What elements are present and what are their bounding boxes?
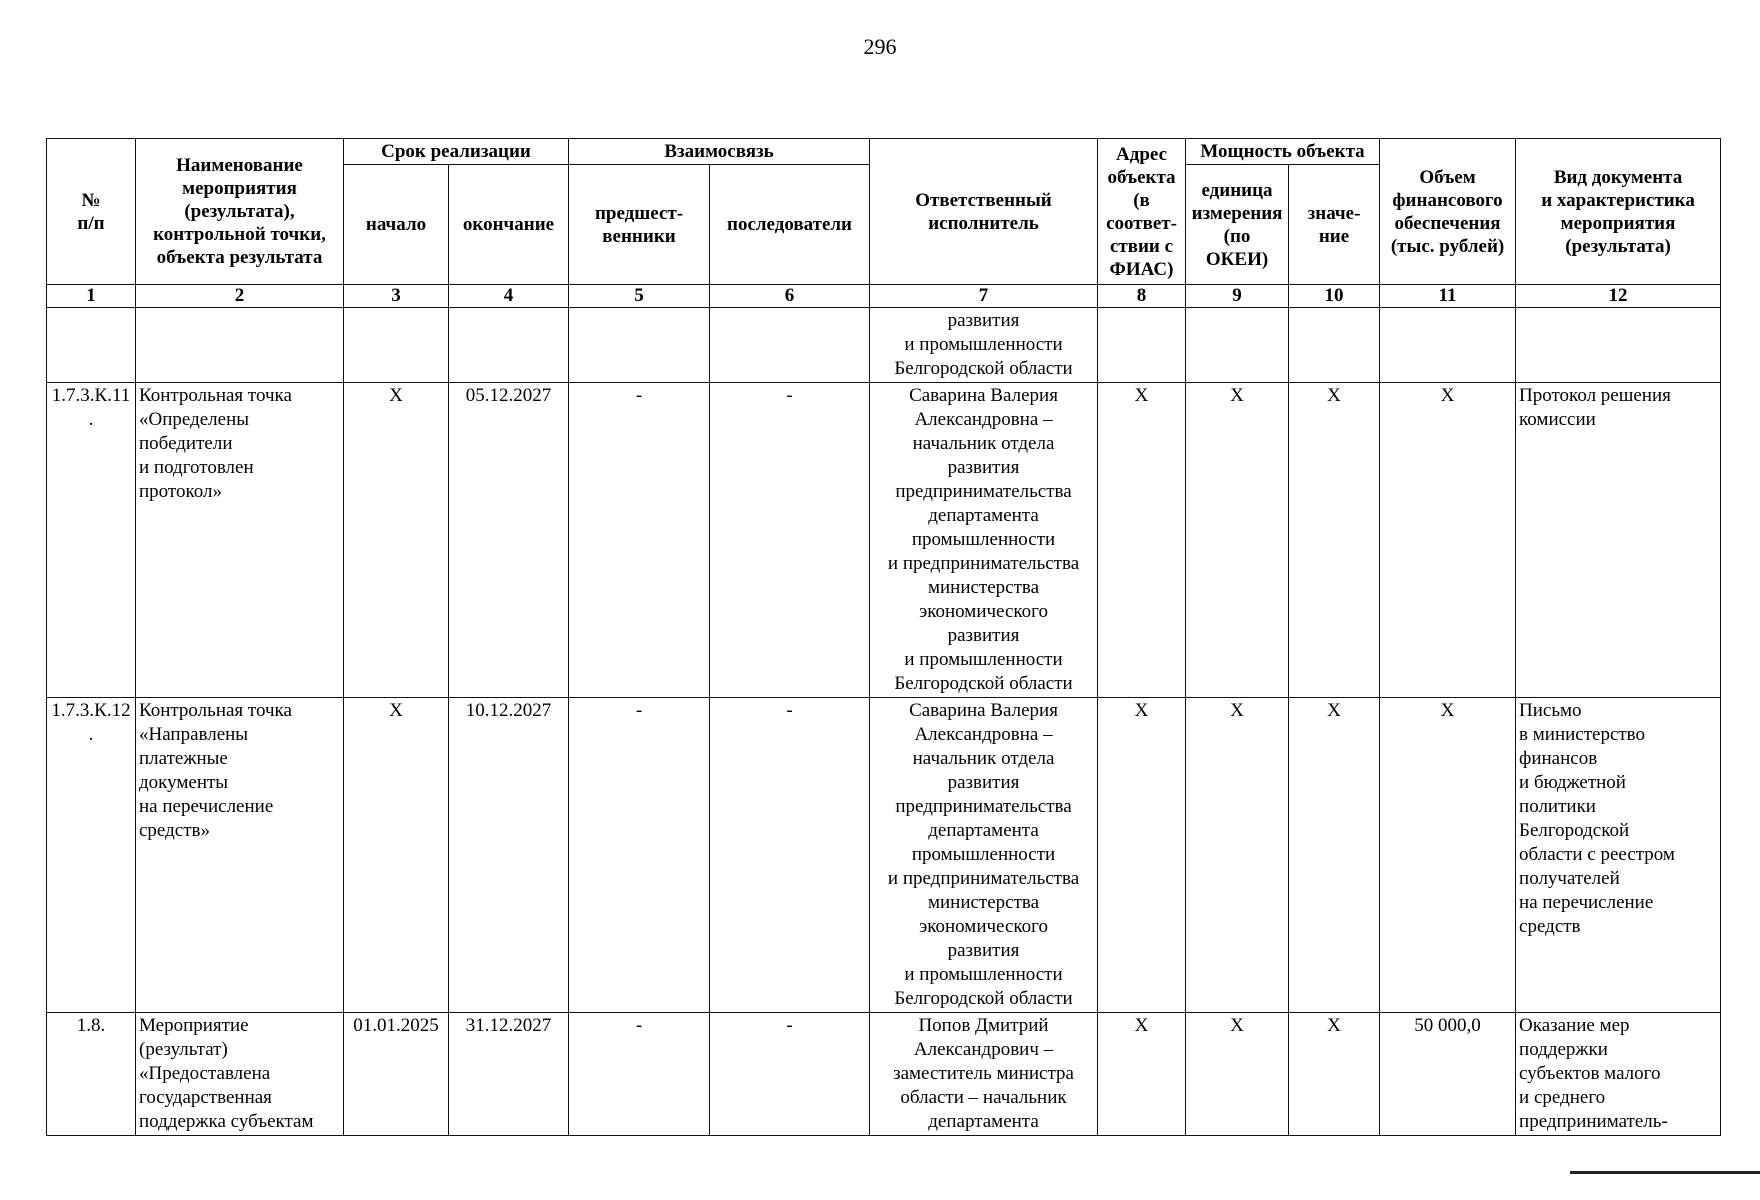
- header-relation-next: последователи: [710, 165, 870, 285]
- cell-name: Контрольная точка «Определены победители и подготовлен протокол»: [136, 383, 344, 698]
- cell-finance: [1380, 308, 1516, 383]
- cell-num: 1.7.3.К.12.: [47, 698, 136, 1013]
- header-finance: Объем финансового обеспечения (тыс. рублей): [1380, 139, 1516, 285]
- col-number: 7: [870, 285, 1098, 308]
- cell-doc: Оказание мер поддержки субъектов малого и среднего предприниматель-: [1516, 1013, 1721, 1136]
- cell-responsible: Саварина Валерия Александровна – начальник отдела развития предпринимательства департамента промышленности и предпринимательства министерства экономического развития и промышленности Белгородской области: [870, 698, 1098, 1013]
- cell-end: 31.12.2027: [449, 1013, 569, 1136]
- page-number: 296: [863, 34, 897, 59]
- cell-value: Х: [1289, 1013, 1380, 1136]
- col-number: 11: [1380, 285, 1516, 308]
- col-number: 10: [1289, 285, 1380, 308]
- header-relation-prev: предшест- венники: [569, 165, 710, 285]
- col-number: 4: [449, 285, 569, 308]
- header-capacity: Мощность объекта: [1186, 139, 1380, 165]
- header-num: № п/п: [47, 139, 136, 285]
- cell-end: [449, 308, 569, 383]
- header-term-end: окончание: [449, 165, 569, 285]
- cell-value: Х: [1289, 698, 1380, 1013]
- cell-responsible: Саварина Валерия Александровна – начальник отдела развития предпринимательства департамента промышленности и предпринимательства министерства экономического развития и промышленности Белгородской области: [870, 383, 1098, 698]
- cell-next: -: [710, 1013, 870, 1136]
- cell-next: [710, 308, 870, 383]
- cell-address: Х: [1098, 1013, 1186, 1136]
- cell-end: 10.12.2027: [449, 698, 569, 1013]
- cell-finance: Х: [1380, 383, 1516, 698]
- table-header: [47, 139, 1721, 308]
- cell-num: 1.7.3.К.11.: [47, 383, 136, 698]
- cell-doc: Протокол решения комиссии: [1516, 383, 1721, 698]
- header-doc: Вид документа и характеристика мероприятия (результата): [1516, 139, 1721, 285]
- cell-address: Х: [1098, 383, 1186, 698]
- cell-next: -: [710, 698, 870, 1013]
- col-number: 1: [47, 285, 136, 308]
- header-capacity-value: значе- ние: [1289, 165, 1380, 285]
- cell-doc: Письмо в министерство финансов и бюджетной политики Белгородской области с реестром получателей на перечисление средств: [1516, 698, 1721, 1013]
- cell-unit: [1186, 308, 1289, 383]
- scan-edge-line: [1570, 1171, 1760, 1174]
- cell-unit: Х: [1186, 698, 1289, 1013]
- header-term-start: начало: [344, 165, 449, 285]
- table-row: [47, 1013, 1721, 1136]
- cell-value: [1289, 308, 1380, 383]
- col-number: 9: [1186, 285, 1289, 308]
- header-relation: Взаимосвязь: [569, 139, 870, 165]
- cell-address: Х: [1098, 698, 1186, 1013]
- activity-plan-table: [46, 138, 1721, 1136]
- cell-unit: Х: [1186, 383, 1289, 698]
- cell-doc: [1516, 308, 1721, 383]
- cell-finance: Х: [1380, 698, 1516, 1013]
- col-number: 6: [710, 285, 870, 308]
- col-number: 5: [569, 285, 710, 308]
- cell-start: [344, 308, 449, 383]
- cell-name: Мероприятие (результат) «Предоставлена государственная поддержка субъектам: [136, 1013, 344, 1136]
- cell-start: Х: [344, 698, 449, 1013]
- cell-start: Х: [344, 383, 449, 698]
- cell-value: Х: [1289, 383, 1380, 698]
- col-number: 3: [344, 285, 449, 308]
- cell-start: 01.01.2025: [344, 1013, 449, 1136]
- cell-name: [136, 308, 344, 383]
- column-numbers-row: [47, 285, 1721, 308]
- cell-prev: -: [569, 1013, 710, 1136]
- cell-num: 1.8.: [47, 1013, 136, 1136]
- table-row: [47, 308, 1721, 383]
- col-number: 8: [1098, 285, 1186, 308]
- header-responsible: Ответственный исполнитель: [870, 139, 1098, 285]
- table-row: [47, 698, 1721, 1013]
- col-number: 12: [1516, 285, 1721, 308]
- cell-num: [47, 308, 136, 383]
- cell-unit: Х: [1186, 1013, 1289, 1136]
- cell-responsible: Попов Дмитрий Александрович – заместитель министра области – начальник департамента: [870, 1013, 1098, 1136]
- cell-responsible: развития и промышленности Белгородской области: [870, 308, 1098, 383]
- cell-name: Контрольная точка «Направлены платежные документы на перечисление средств»: [136, 698, 344, 1013]
- cell-finance: 50 000,0: [1380, 1013, 1516, 1136]
- header-name: Наименование мероприятия (результата), контрольной точки, объекта результата: [136, 139, 344, 285]
- header-term: Срок реализации: [344, 139, 569, 165]
- table-row: [47, 383, 1721, 698]
- cell-address: [1098, 308, 1186, 383]
- cell-next: -: [710, 383, 870, 698]
- header-address: Адрес объекта (в соответ- ствии с ФИАС): [1098, 139, 1186, 285]
- col-number: 2: [136, 285, 344, 308]
- header-capacity-unit: единица измерения (по ОКЕИ): [1186, 165, 1289, 285]
- cell-prev: -: [569, 383, 710, 698]
- cell-end: 05.12.2027: [449, 383, 569, 698]
- cell-prev: -: [569, 698, 710, 1013]
- cell-prev: [569, 308, 710, 383]
